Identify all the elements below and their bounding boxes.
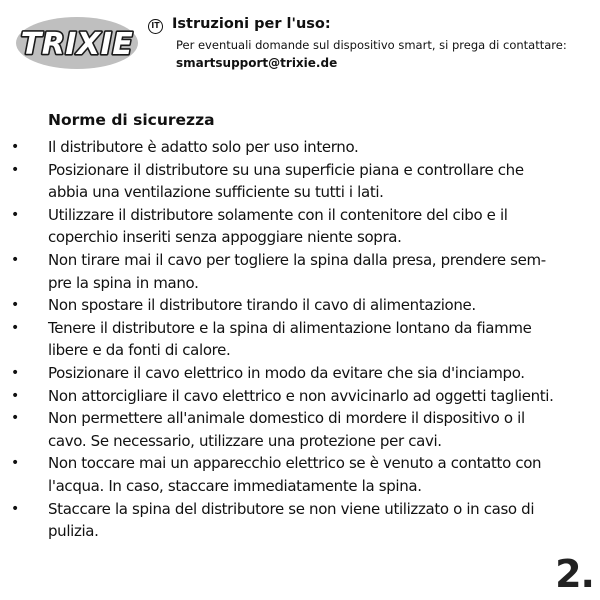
safety-rule-line: pre la spina in mano.	[48, 273, 199, 292]
bullet-point: •	[11, 410, 19, 427]
safety-rules-list	[0, 136, 600, 543]
safety-rule	[0, 317, 600, 362]
safety-rule	[0, 452, 600, 497]
safety-rule-line: pulizia.	[48, 522, 99, 541]
language-badge: IT	[148, 19, 163, 34]
safety-rule	[0, 385, 600, 408]
safety-rule	[0, 294, 600, 317]
trixie-logo	[14, 14, 140, 72]
instructions-title: Istruzioni per l'uso:	[172, 16, 331, 32]
page-number: 2.	[555, 552, 594, 596]
safety-rule	[0, 204, 600, 249]
logo-wordmark: TRIXIE	[20, 27, 134, 62]
safety-rule	[0, 498, 600, 543]
safety-rule-line: Tenere il distributore e la spina di alimentazione lontano da fiamme	[48, 318, 532, 337]
safety-rule-line: Il distributore è adatto solo per uso interno.	[48, 138, 359, 156]
safety-rule-line: l'acqua. In caso, staccare immediatamente la spina.	[48, 476, 422, 495]
support-note: Per eventuali domande sul dispositivo smart, si prega di contattare:	[176, 38, 567, 52]
bullet-point: •	[11, 297, 19, 314]
bullet-point: •	[11, 139, 19, 155]
support-email: smartsupport@trixie.de	[176, 56, 338, 70]
bullet-point: •	[11, 206, 19, 223]
safety-rule-line: Non tirare mai il cavo per togliere la spina dalla presa, prendere sem-	[48, 250, 546, 269]
bullet-point: •	[11, 319, 19, 336]
safety-rule	[0, 362, 600, 385]
safety-rule-line: libere e da fonti di calore.	[48, 341, 231, 360]
safety-rule-line: Non toccare mai un apparecchio elettrico se è venuto a contatto con	[48, 454, 542, 473]
bullet-point: •	[11, 364, 19, 381]
safety-rule-line: Utilizzare il distributore solamente con il contenitore del cibo e il	[48, 205, 508, 224]
safety-rule-line: cavo. Se necessario, utilizzare una protezione per cavi.	[48, 431, 442, 450]
bullet-point: •	[11, 455, 19, 472]
safety-rule	[0, 136, 600, 159]
bullet-point: •	[11, 161, 19, 178]
bullet-point: •	[11, 387, 19, 404]
safety-rule	[0, 249, 600, 294]
safety-section-title: Norme di sicurezza	[48, 111, 215, 129]
safety-rule-line: Non spostare il distributore tirando il cavo di alimentazione.	[48, 296, 476, 315]
safety-rule-line: abbia una ventilazione sufficiente su tutti i lati.	[48, 183, 384, 202]
safety-rule-line: Non permettere all'animale domestico di mordere il dispositivo o il	[48, 409, 525, 428]
safety-rule	[0, 407, 600, 452]
safety-rule-line: Posizionare il cavo elettrico in modo da evitare che sia d'inciampo.	[48, 363, 525, 382]
bullet-point: •	[11, 251, 19, 268]
safety-rule-line: Non attorcigliare il cavo elettrico e non avvicinarlo ad oggetti taglienti.	[48, 386, 554, 405]
bullet-point: •	[11, 500, 19, 517]
safety-rule-line: Posizionare il distributore su una superficie piana e controllare che	[48, 160, 524, 179]
safety-rule-line: Staccare la spina del distributore se non viene utilizzato o in caso di	[48, 499, 535, 518]
safety-rule-line: coperchio inseriti senza appoggiare niente sopra.	[48, 228, 402, 247]
safety-rule	[0, 159, 600, 204]
